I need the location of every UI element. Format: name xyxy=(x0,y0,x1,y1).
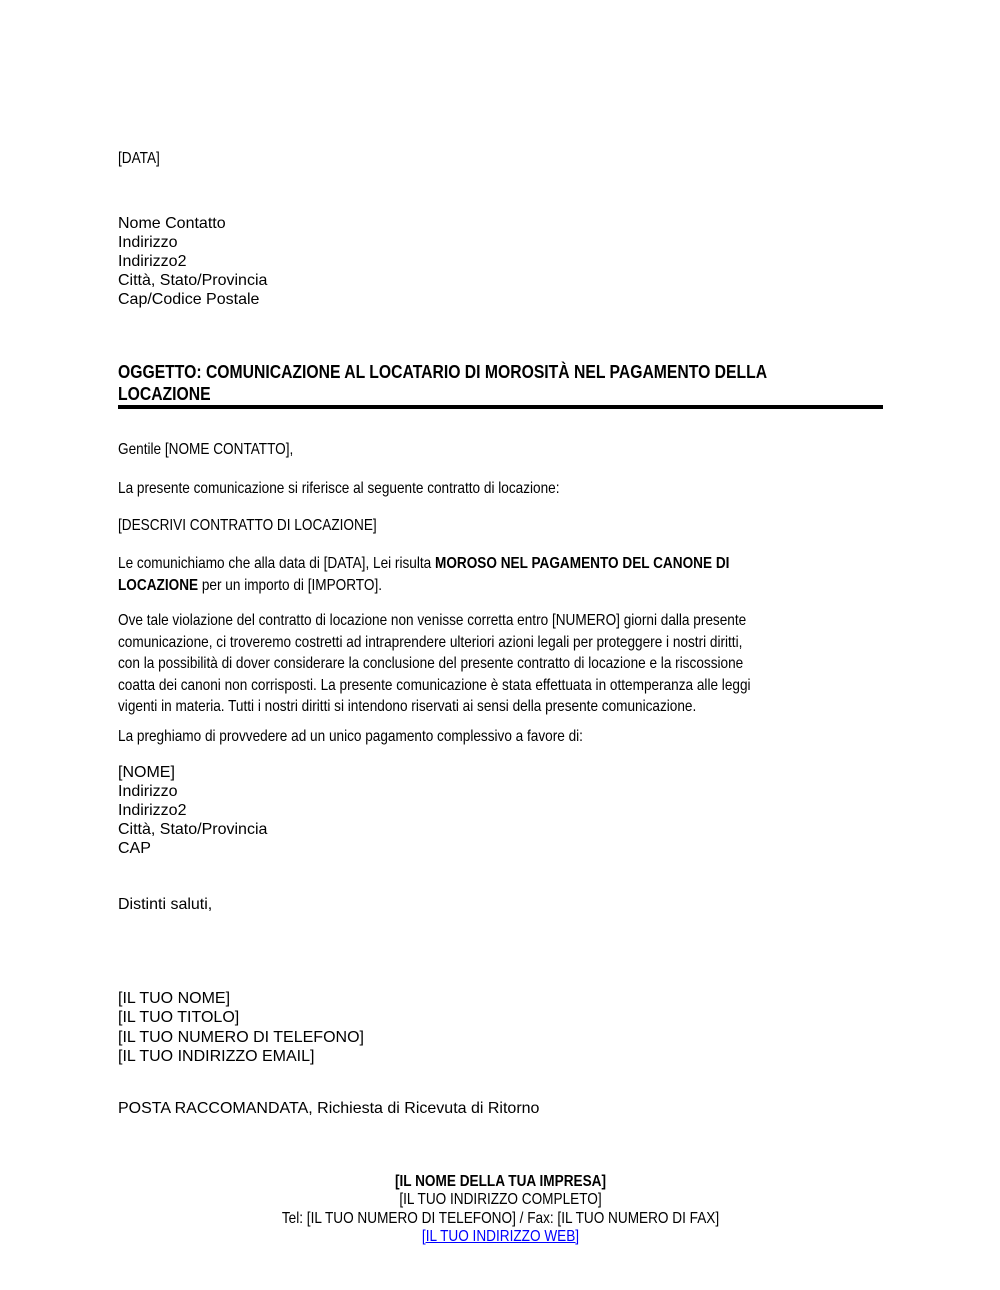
footer-company-address: [IL TUO INDIRIZZO COMPLETO] xyxy=(399,1191,602,1208)
footer-website-link[interactable]: [IL TUO INDIRIZZO WEB] xyxy=(421,1228,580,1245)
signature-block xyxy=(118,989,1000,1067)
recipient-name: Nome Contatto xyxy=(118,215,226,232)
closing: Distinti saluti, xyxy=(118,895,213,913)
paragraph-intro: La presente comunicazione si riferisce al seguente contratto di locazione: xyxy=(118,480,560,497)
recipient-address-block xyxy=(118,214,1000,309)
footer-website-row xyxy=(118,1228,883,1247)
footer-tel-fax: Tel: [IL TUO NUMERO DI TELEFONO] / Fax: [IL TUO NUMERO DI FAX] xyxy=(281,1209,720,1227)
subject-heading xyxy=(118,361,883,409)
contract-placeholder: [DESCRIVI CONTRATTO DI LOCAZIONE] xyxy=(118,517,377,534)
footer-company-name: [IL NOME DELLA TUA IMPRESA] xyxy=(394,1172,607,1190)
payee-postal-code: CAP xyxy=(118,839,151,857)
warning-line: vigenti in materia. Tutti i nostri diritti si intendono riservati ai sensi della presente comunicazione. xyxy=(118,698,697,715)
company-footer xyxy=(118,1173,883,1247)
warning-line: con la possibilità di dover considerare la conclusione del presente contratto di locazione e la riscossione xyxy=(118,655,744,672)
mail-method-line: POSTA RACCOMANDATA, Richiesta di Ricevuta di Ritorno xyxy=(118,1099,540,1117)
notice-line-1 xyxy=(118,553,883,575)
recipient-address2: Indirizzo2 xyxy=(118,253,187,270)
recipient-city-state: Città, Stato/Provincia xyxy=(118,272,268,289)
payee-name: [NOME] xyxy=(118,763,175,781)
notice-line2-post: per un importo di [IMPORTO]. xyxy=(198,576,383,594)
warning-line: comunicazione, ci troveremo costretti ad intraprendere ulteriori azioni legali per proteggere i nostri diritti, xyxy=(118,633,743,651)
recipient-address1: Indirizzo xyxy=(118,234,178,251)
payee-address1: Indirizzo xyxy=(118,782,178,800)
subject-line-1: OGGETTO: COMUNICAZIONE AL LOCATARIO DI MOROSITÀ NEL PAGAMENTO DELLA xyxy=(118,361,768,382)
payee-address2: Indirizzo2 xyxy=(118,801,187,819)
warning-line: Ove tale violazione del contratto di locazione non venisse corretta entro [NUMERO] giorni dalla presente xyxy=(118,612,747,629)
notice-line1-pre: Le comunichiamo che alla data di [DATA], Lei risulta xyxy=(118,555,435,572)
signature-name: [IL TUO NOME] xyxy=(118,989,231,1007)
signature-email: [IL TUO INDIRIZZO EMAIL] xyxy=(118,1048,315,1065)
notice-line-2 xyxy=(118,575,883,597)
payee-city-state: Città, Stato/Provincia xyxy=(118,820,268,838)
paragraph-payment: La preghiamo di provvedere ad un unico pagamento complessivo a favore di: xyxy=(118,727,583,745)
notice-line2-bold: LOCAZIONE xyxy=(118,576,199,594)
payee-address-block xyxy=(118,763,1000,858)
signature-title: [IL TUO TITOLO] xyxy=(118,1009,240,1026)
greeting: Gentile [NOME CONTATTO], xyxy=(118,441,294,458)
paragraph-warning xyxy=(118,610,883,718)
signature-phone: [IL TUO NUMERO DI TELEFONO] xyxy=(118,1028,364,1046)
paragraph-notice xyxy=(118,553,883,596)
warning-line: coatta dei canoni non corrisposti. La presente comunicazione è stata effettuata in ottemperanza alle leggi xyxy=(118,676,751,694)
recipient-postal-code: Cap/Codice Postale xyxy=(118,291,260,308)
notice-line1-bold: MOROSO NEL PAGAMENTO DEL CANONE DI xyxy=(434,555,730,572)
date-placeholder: [DATA] xyxy=(118,150,160,167)
subject-line-2: LOCAZIONE xyxy=(118,383,211,404)
